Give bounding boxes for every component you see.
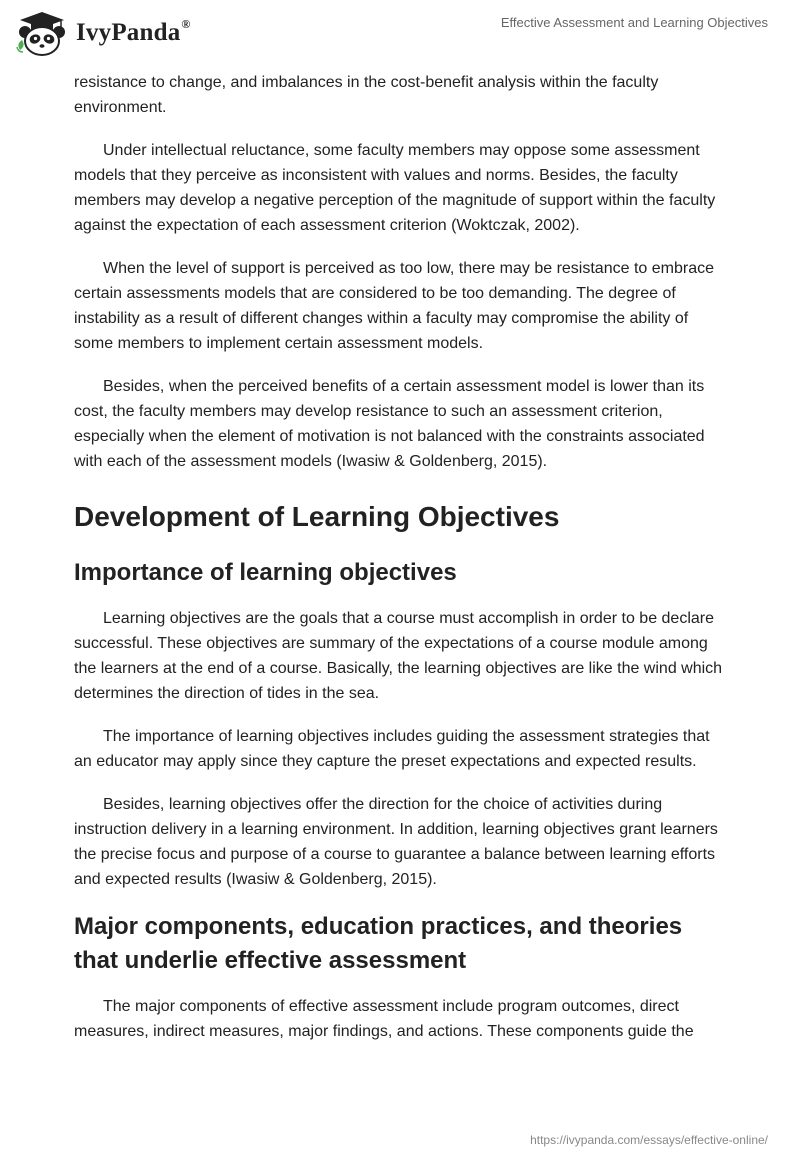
- essay-content: [74, 70, 726, 1062]
- page-header: [0, 0, 800, 70]
- paragraph: Besides, when the perceived benefits of a certain assessment model is lower than its cost, the faculty members may develop resistance to such an assessment criterion, especially when the element of motivation is not balanced with the constraints associated with each of the assessment models (Iwasiw & Goldenberg, 2015).: [74, 378, 705, 470]
- paragraph: The major components of effective assessment include program outcomes, direct measures, indirect measures, major findings, and actions. These components guide the: [74, 998, 694, 1040]
- paragraph: When the level of support is perceived as too low, there may be resistance to embrace certain assessments models that are considered to be too demanding. The degree of instability as a result of different changes within a faculty may compromise the ability of some members to implement certain assessment models.: [74, 260, 714, 352]
- ivypanda-logo[interactable]: [14, 10, 191, 56]
- subsection-heading: Major components, education practices, and theories that underlie effective assessment: [74, 913, 683, 974]
- source-url[interactable]: https://ivypanda.com/essays/effective-online/: [530, 1133, 768, 1147]
- panda-logo-icon: [14, 10, 70, 56]
- paragraph: The importance of learning objectives includes guiding the assessment strategies that an educator may apply since they capture the preset expectations and expected results.: [74, 728, 710, 770]
- subsection-heading: Importance of learning objectives: [74, 559, 457, 586]
- paragraph: Besides, learning objectives offer the direction for the choice of activities during instruction delivery in a learning environment. In addition, learning objectives grant learners the precise focus and purpose of a course to guarantee a balance between learning efforts and expected results (Iwasiw & Goldenberg, 2015).: [74, 796, 718, 888]
- brand-name: IvyPanda®: [76, 17, 191, 46]
- paragraph: resistance to change, and imbalances in the cost-benefit analysis within the faculty environment.: [74, 74, 659, 116]
- document-title: Effective Assessment and Learning Objectives: [500, 15, 768, 30]
- paragraph: Learning objectives are the goals that a course must accomplish in order to be declare successful. These objectives are summary of the expectations of a course module among the learners at the end of a course. Basically, the learning objectives are like the wind which determines the direction of tides in the sea.: [74, 610, 723, 702]
- section-heading: Development of Learning Objectives: [74, 501, 560, 532]
- paragraph: Under intellectual reluctance, some faculty members may oppose some assessment models that they perceive as inconsistent with values and norms. Besides, the faculty members may develop a negative perception of the magnitude of support within the faculty against the expectation of each assessment criterion (Woktczak, 2002).: [74, 142, 716, 234]
